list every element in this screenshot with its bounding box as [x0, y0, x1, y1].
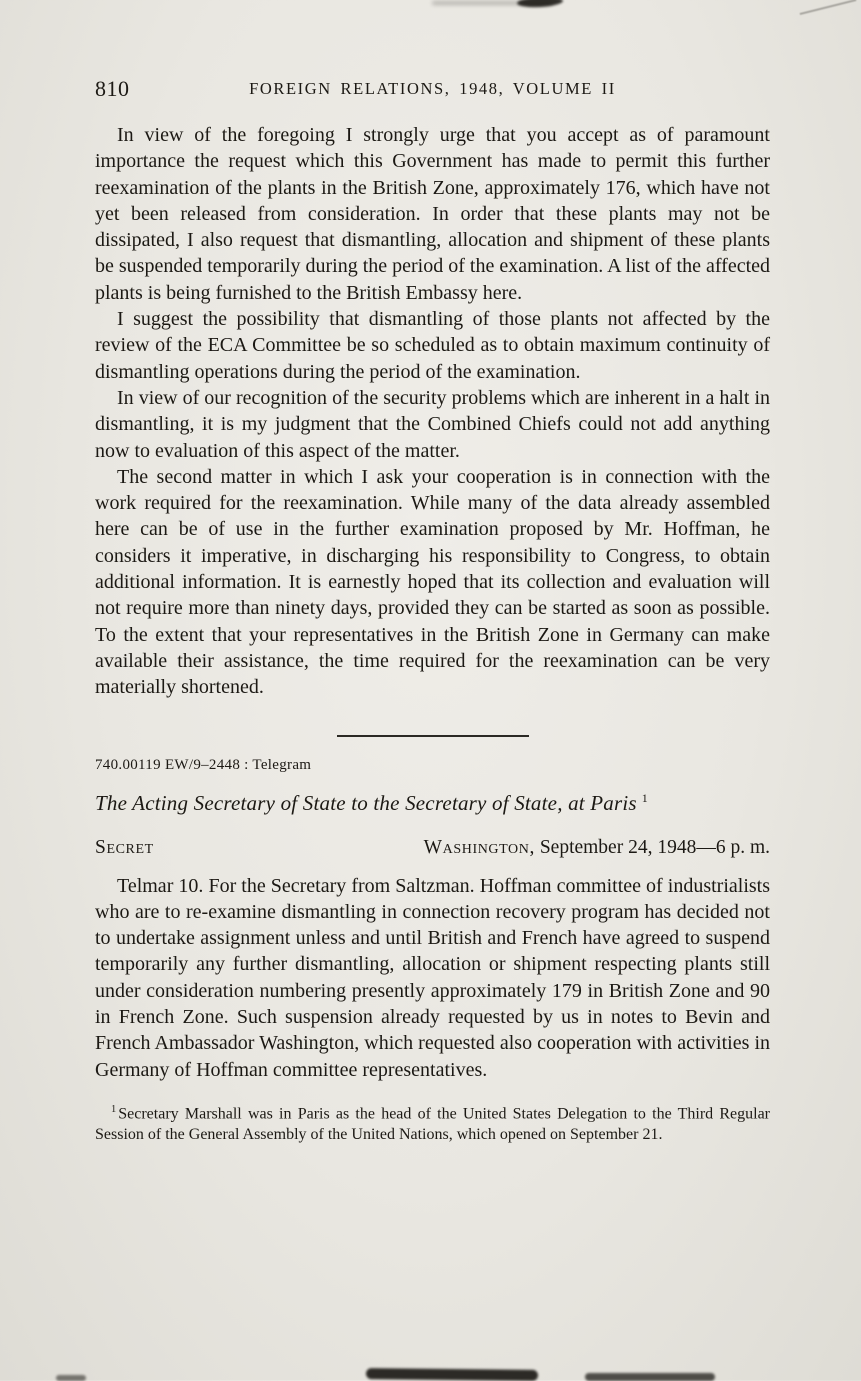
telegram-document: [95, 757, 770, 1083]
footnote-text-block: [95, 1100, 770, 1146]
scan-artifact: [366, 1368, 538, 1381]
running-header-title: FOREIGN RELATIONS, 1948, VOLUME II: [249, 79, 616, 98]
footnote: [95, 1100, 770, 1146]
dateline-row: [95, 837, 770, 859]
telegram-paragraph: Telmar 10. For the Secretary from Saltzman. Hoffman committee of industrialists who are to re-examine dismantling in connection recovery program has decided not to undertake assignment unless and until British and French have agreed to suspend temporarily any further dismantling, allocation or shipment respecting plants still under consideration numbering presently approximately 179 in British Zone and 90 in French Zone. Such suspension already requested by us in notes to Bevin and French Ambassador Washington, which requested also cooperation with activities in Germany of Hoffman committee representatives.: [95, 874, 770, 1081]
archival-citation: 740.00119 EW/9–2448 : Telegram: [95, 756, 312, 773]
letter-paragraph: In view of the foregoing I strongly urge that you accept as of paramount importance the request which this Government has made to permit this further reexamination of the plants in the British Zone, approximately 176, which have not yet been released from consideration. In order that these plants may not be dissipated, I also request that dismantling, allocation and shipment of these plants be suspended temporarily during the period of the examination. A list of the affected plants is being furnished to the British Embassy here.: [95, 124, 770, 304]
scan-artifact: [56, 1375, 86, 1381]
section-divider: [337, 735, 529, 737]
document-title: [95, 785, 770, 816]
letter-paragraph: In view of our recognition of the security problems which are inherent in a halt in dismantling, it is my judgment that the Combined Chiefs could not add anything now to evaluation of this aspect of the matter.: [95, 386, 770, 462]
footnote-ref-marker: 1: [111, 1103, 117, 1115]
dateline-place: Washington,: [423, 836, 535, 858]
letter-paragraph: The second matter in which I ask your cooperation is in connection with the work required for the reexamination. While many of the data already assembled here can be of use in the further examination proposed by Mr. Hoffman, he considers it imperative, in discharging his responsibility to Congress, to obtain additional information. It is earnestly hoped that its collection and evaluation will not require more than ninety days, provided they can be started as soon as possible. To the extent that your representatives in the British Zone in Germany can make available their assistance, the time required for the reexamination can be very materially shortened.: [95, 465, 770, 699]
letter-paragraph: I suggest the possibility that dismantling of those plants not affected by the review of the ECA Committee be so scheduled as to obtain maximum continuity of dismantling operations during the period of the examination.: [95, 308, 770, 383]
classification-label: Secret: [95, 836, 154, 858]
footnote-text: Secretary Marshall was in Paris as the head of the United States Delegation to the Third Regular Session of the General Assembly of the United Nations, which opened on September 21.: [95, 1105, 770, 1144]
dateline-date: September 24, 1948—6 p. m.: [534, 836, 770, 858]
page-header: [95, 76, 770, 106]
dateline: [424, 837, 770, 859]
document-title-text: The Acting Secretary of State to the Secretary of State, at Paris: [95, 790, 637, 815]
page-number: 810: [95, 76, 130, 101]
footnote-reference: 1: [641, 790, 648, 805]
letter-body: [95, 122, 770, 701]
scan-artifact: [432, 1, 552, 5]
